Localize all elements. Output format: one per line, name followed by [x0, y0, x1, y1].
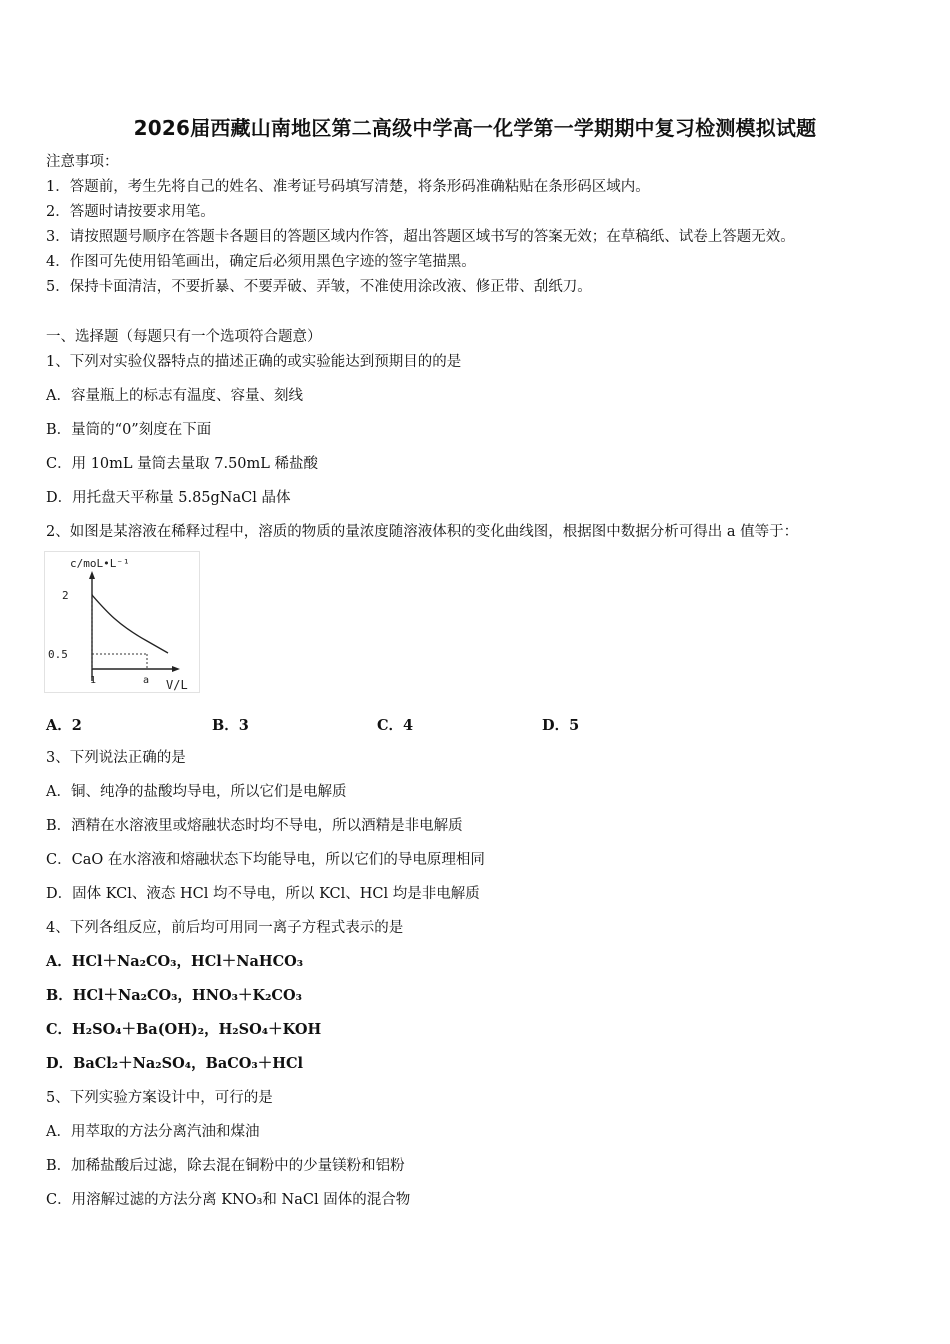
q2-option-c: C．4: [377, 717, 414, 734]
x-axis-label: V/L: [166, 678, 188, 692]
notice-item-3: 3．请按照题号顺序在答题卡各题目的答题区域内作答，超出答题区域书写的答案无效；在草稿纸、试卷上答题无效。: [46, 229, 795, 245]
notice-item-4: 4．作图可先使用铅笔画出，确定后必须用黑色字迹的签字笔描黑。: [46, 254, 476, 270]
q2-option-d: D．5: [542, 717, 580, 734]
q4-option-c: [46, 1020, 321, 1040]
q1-stem: 1、下列对实验仪器特点的描述正确的或实验能达到预期目的的是: [46, 354, 462, 370]
notice-item-1: 1．答题前，考生先将自己的姓名、准考证号码填写清楚，将条形码准确粘贴在条形码区域内。: [46, 179, 650, 195]
graph-frame: [45, 552, 200, 693]
q3-option-a: A．铜、纯净的盐酸均导电，所以它们是电解质: [46, 784, 347, 800]
q2-stem: 2、如图是某溶液在稀释过程中，溶质的物质的量浓度随溶液体积的变化曲线图，根据图中数据分析可得出 a 值等于：: [46, 524, 799, 540]
q5-stem: 5、下列实验方案设计中，可行的是: [46, 1090, 273, 1106]
q2-option-a: A．2: [46, 717, 82, 734]
q4-option-b: [46, 986, 302, 1006]
q4-option-b-text: HCl＋Na₂CO₃，HNO₃＋K₂CO₃: [72, 987, 302, 1004]
q4-option-d-text: BaCl₂＋Na₂SO₄，BaCO₃＋HCl: [73, 1055, 304, 1072]
section-heading: 一、选择题（每题只有一个选项符合题意）: [46, 329, 322, 345]
x-tick-a: a: [143, 675, 150, 686]
q4-stem: 4、下列各组反应，前后均可用同一离子方程式表示的是: [46, 920, 404, 936]
notice-item-2: 2．答题时请按要求用笔。: [46, 204, 215, 220]
q1-option-b: B．量筒的“0”刻度在下面: [46, 422, 212, 438]
q3-option-b: B．酒精在水溶液里或熔融状态时均不导电，所以酒精是非电解质: [46, 818, 463, 834]
q3-stem: 3、下列说法正确的是: [46, 750, 186, 766]
q5-option-a: A．用萃取的方法分离汽油和煤油: [46, 1124, 260, 1140]
q5-option-c: C．用溶解过滤的方法分离 KNO₃和 NaCl 固体的混合物: [46, 1192, 411, 1208]
q4-option-a-label: A．: [46, 953, 72, 970]
q4-option-a-text: HCl＋Na₂CO₃，HCl＋NaHCO₃: [71, 953, 304, 970]
q4-option-b-label: B．: [46, 987, 73, 1004]
q1-option-a: A．容量瓶上的标志有温度、容量、刻线: [46, 388, 303, 404]
q4-option-c-text: H₂SO₄＋Ba(OH)₂，H₂SO₄＋KOH: [72, 1021, 322, 1038]
x-tick-1: 1: [90, 675, 97, 686]
q2-option-b: B．3: [212, 717, 249, 734]
dilution-graph: [44, 551, 200, 693]
notice-heading: 注意事项：: [46, 154, 119, 170]
y-tick-2: 2: [62, 589, 69, 602]
q4-option-c-label: C．: [46, 1021, 73, 1038]
q1-option-c: C．用 10mL 量筒去量取 7.50mL 稀盐酸: [46, 456, 319, 472]
q1-option-d: D．用托盘天平称量 5.85gNaCl 晶体: [46, 490, 291, 506]
q4-option-a: [46, 952, 303, 972]
q3-option-c: C．CaO 在水溶液和熔融状态下均能导电，所以它们的导电原理相同: [46, 852, 485, 868]
q3-option-d: D．固体 KCl、液态 HCl 均不导电，所以 KCl、HCl 均是非电解质: [46, 886, 480, 902]
q4-option-d: [46, 1054, 303, 1074]
page-title: 2026届西藏山南地区第二高级中学高一化学第一学期期中复习检测模拟试题: [133, 116, 817, 140]
y-axis-label: c/moL•L⁻¹: [70, 557, 130, 570]
y-tick-0-5: 0.5: [48, 648, 68, 661]
q4-option-d-label: D．: [46, 1055, 74, 1072]
q5-option-b: B．加稀盐酸后过滤，除去混在铜粉中的少量镁粉和铝粉: [46, 1158, 405, 1174]
notice-item-5: 5．保持卡面清洁，不要折暴、不要弄破、弄皱，不准使用涂改液、修正带、刮纸刀。: [46, 279, 592, 295]
